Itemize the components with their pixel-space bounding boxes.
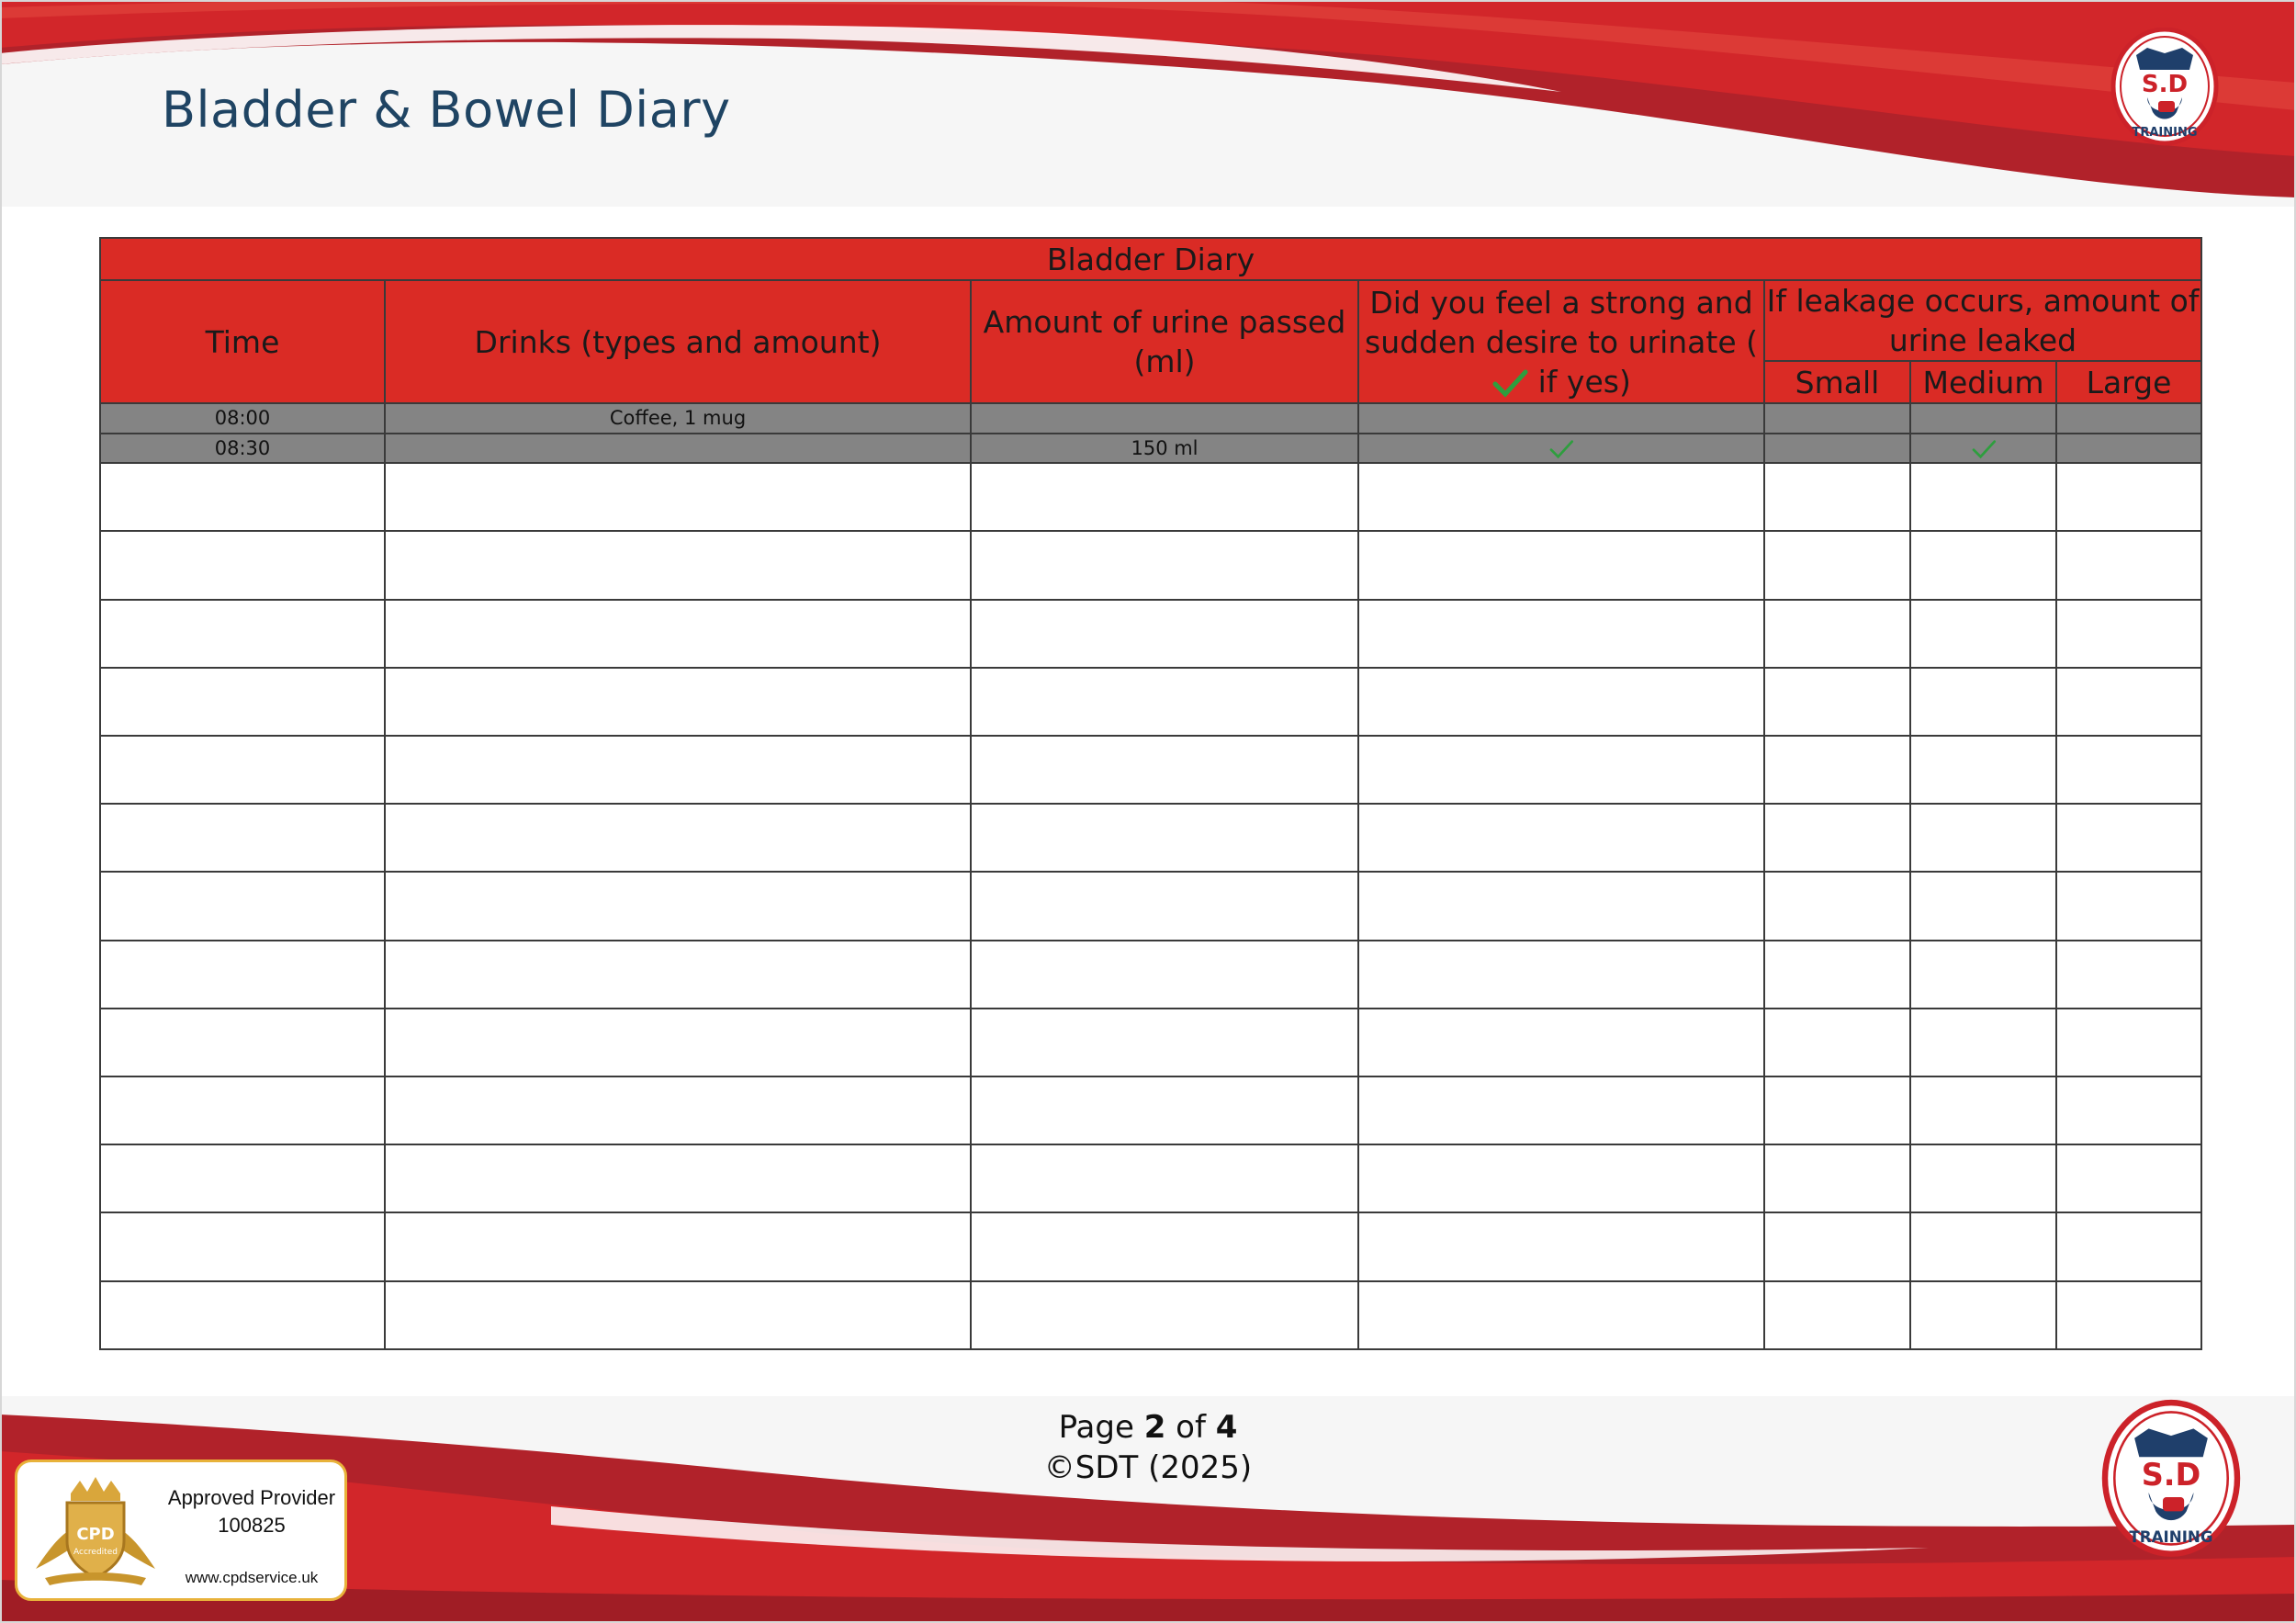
table-row (100, 1281, 2201, 1349)
checkmark-icon (1491, 368, 1528, 398)
cell-urine[interactable] (971, 531, 1358, 599)
cell-drinks[interactable] (385, 736, 971, 804)
cell-urine[interactable] (971, 600, 1358, 668)
cell-drinks[interactable] (385, 941, 971, 1009)
cell-urine[interactable] (971, 1212, 1358, 1280)
checkmark-icon (1548, 439, 1575, 459)
cell-leak-small[interactable] (1764, 736, 1910, 804)
column-header-urine: Amount of urine passed (ml) (971, 280, 1358, 403)
cell-urgency[interactable] (1358, 1144, 1764, 1212)
cell-urine[interactable]: 150 ml (971, 434, 1358, 464)
cell-leak-large[interactable] (2056, 804, 2201, 872)
cell-time[interactable]: 08:30 (100, 434, 385, 464)
cell-leak-medium[interactable] (1910, 668, 2056, 736)
cell-drinks[interactable] (385, 668, 971, 736)
cell-leak-medium[interactable] (1910, 1144, 2056, 1212)
cell-time[interactable] (100, 736, 385, 804)
cell-leak-large[interactable] (2056, 872, 2201, 940)
cell-drinks[interactable] (385, 531, 971, 599)
example-row (100, 403, 2201, 434)
cell-leak-large[interactable] (2056, 1076, 2201, 1144)
cell-leak-small[interactable] (1764, 872, 1910, 940)
column-header-small: Small (1764, 361, 1910, 403)
cell-leak-large[interactable] (2056, 600, 2201, 668)
cell-leak-large[interactable] (2056, 531, 2201, 599)
cell-leak-medium[interactable] (1910, 941, 2056, 1009)
page-number (964, 1409, 1332, 1446)
column-header-large: Large (2056, 361, 2201, 403)
cell-drinks[interactable] (385, 1076, 971, 1144)
cell-leak-medium[interactable] (1910, 531, 2056, 599)
cell-time[interactable] (100, 1144, 385, 1212)
cell-leak-large[interactable] (2056, 1212, 2201, 1280)
cell-time[interactable] (100, 463, 385, 531)
cell-urine[interactable] (971, 668, 1358, 736)
cell-urine[interactable] (971, 872, 1358, 940)
cell-drinks[interactable]: Coffee, 1 mug (385, 403, 971, 434)
cell-leak-large[interactable] (2056, 668, 2201, 736)
cell-urgency[interactable] (1358, 463, 1764, 531)
table-row (100, 804, 2201, 872)
svg-text:TRAINING: TRAINING (2132, 126, 2198, 140)
cell-urgency[interactable] (1358, 1281, 1764, 1349)
checkmark-icon (1970, 439, 1998, 459)
cell-leak-small[interactable] (1764, 434, 1910, 464)
cell-urine[interactable] (971, 1144, 1358, 1212)
cell-leak-medium[interactable] (1910, 1212, 2056, 1280)
cpd-url: www.cpdservice.uk (185, 1569, 319, 1586)
column-header-medium: Medium (1910, 361, 2056, 403)
cell-urgency[interactable] (1358, 668, 1764, 736)
cell-time[interactable] (100, 872, 385, 940)
page-current: 2 (1143, 1409, 1166, 1446)
cell-urine[interactable] (971, 1076, 1358, 1144)
cell-urine[interactable] (971, 463, 1358, 531)
cell-leak-large[interactable] (2056, 941, 2201, 1009)
urgency-label-prefix: Did you feel a strong and sudden desire to urinate ( (1365, 284, 1758, 360)
cell-urgency[interactable] (1358, 941, 1764, 1009)
cell-urgency[interactable] (1358, 1076, 1764, 1144)
cell-drinks[interactable] (385, 1281, 971, 1349)
cpd-badge (15, 1460, 347, 1601)
cpd-approved-label: Approved Provider (167, 1486, 336, 1509)
copyright: ©SDT (2025) (1043, 1449, 1253, 1486)
cell-leak-medium[interactable] (1910, 434, 2056, 464)
svg-text:CPD: CPD (76, 1525, 115, 1544)
table-title: Bladder Diary (100, 238, 2201, 280)
diary-body (100, 403, 2201, 1349)
svg-text:Accredited: Accredited (73, 1548, 118, 1557)
cell-time[interactable] (100, 941, 385, 1009)
cell-leak-medium[interactable] (1910, 1281, 2056, 1349)
cell-leak-medium[interactable] (1910, 872, 2056, 940)
urgency-label-suffix: if yes) (1537, 363, 1631, 400)
cell-leak-small[interactable] (1764, 804, 1910, 872)
cell-leak-medium[interactable] (1910, 736, 2056, 804)
cell-time[interactable]: 08:00 (100, 403, 385, 434)
cell-drinks[interactable] (385, 1144, 971, 1212)
page-of: of (1176, 1409, 1206, 1446)
cell-time[interactable] (100, 804, 385, 872)
cell-urgency[interactable] (1358, 403, 1764, 434)
cell-urgency[interactable] (1358, 804, 1764, 872)
table-row (100, 1212, 2201, 1280)
cell-leak-large[interactable] (2056, 1281, 2201, 1349)
svg-text:S.D: S.D (2141, 71, 2189, 98)
table-row (100, 872, 2201, 940)
column-header-drinks: Drinks (types and amount) (385, 280, 971, 403)
cell-urgency[interactable] (1358, 600, 1764, 668)
sd-training-logo (2110, 28, 2219, 156)
cell-leak-small[interactable] (1764, 1076, 1910, 1144)
cell-urine[interactable] (971, 1281, 1358, 1349)
cell-time[interactable] (100, 600, 385, 668)
cell-leak-small[interactable] (1764, 1281, 1910, 1349)
cell-urine[interactable] (971, 941, 1358, 1009)
table-row (100, 1144, 2201, 1212)
table-row (100, 1076, 2201, 1144)
bladder-diary-table (99, 237, 2202, 1350)
table-row (100, 463, 2201, 531)
table-row (100, 1009, 2201, 1076)
cell-urine[interactable] (971, 1009, 1358, 1076)
cell-urine[interactable] (971, 736, 1358, 804)
cell-time[interactable] (100, 1009, 385, 1076)
cell-leak-medium[interactable] (1910, 463, 2056, 531)
cell-drinks[interactable] (385, 463, 971, 531)
cell-time[interactable] (100, 1076, 385, 1144)
cell-leak-small[interactable] (1764, 1144, 1910, 1212)
cpd-emblem (27, 1468, 164, 1596)
cell-drinks[interactable] (385, 804, 971, 872)
cell-urgency[interactable] (1358, 1212, 1764, 1280)
cell-leak-small[interactable] (1764, 403, 1910, 434)
cell-urgency[interactable] (1358, 872, 1764, 940)
table-row (100, 531, 2201, 599)
cell-urgency[interactable] (1358, 531, 1764, 599)
cell-leak-small[interactable] (1764, 1212, 1910, 1280)
sd-training-logo-footer (2101, 1398, 2241, 1563)
cell-leak-medium[interactable] (1910, 804, 2056, 872)
cell-leak-large[interactable] (2056, 1144, 2201, 1212)
cell-drinks[interactable] (385, 600, 971, 668)
cell-urgency[interactable] (1358, 434, 1764, 464)
cell-leak-small[interactable] (1764, 531, 1910, 599)
cell-time[interactable] (100, 1281, 385, 1349)
cell-leak-medium[interactable] (1910, 1009, 2056, 1076)
cell-leak-small[interactable] (1764, 463, 1910, 531)
cell-leak-medium[interactable] (1910, 1076, 2056, 1144)
cell-time[interactable] (100, 668, 385, 736)
example-row (100, 434, 2201, 464)
table-row (100, 736, 2201, 804)
svg-text:S.D: S.D (2141, 1457, 2201, 1493)
column-header-time: Time (100, 280, 385, 403)
cell-time[interactable] (100, 531, 385, 599)
column-header-urgency (1358, 280, 1764, 403)
table-row (100, 668, 2201, 736)
cell-urine[interactable] (971, 403, 1358, 434)
cell-leak-small[interactable] (1764, 1009, 1910, 1076)
page-label: Page (1058, 1409, 1134, 1446)
cpd-provider-number: 100825 (218, 1514, 286, 1537)
column-header-leakage: If leakage occurs, amount of urine leaked (1764, 280, 2201, 361)
svg-text:TRAINING: TRAINING (2129, 1527, 2213, 1546)
cell-drinks[interactable] (385, 872, 971, 940)
cell-leak-small[interactable] (1764, 941, 1910, 1009)
cell-urgency[interactable] (1358, 1009, 1764, 1076)
cell-leak-small[interactable] (1764, 668, 1910, 736)
cell-leak-large[interactable] (2056, 434, 2201, 464)
cell-leak-medium[interactable] (1910, 403, 2056, 434)
page-total: 4 (1215, 1409, 1238, 1446)
cell-drinks[interactable] (385, 434, 971, 464)
cell-urgency[interactable] (1358, 736, 1764, 804)
cell-leak-small[interactable] (1764, 600, 1910, 668)
cell-leak-medium[interactable] (1910, 600, 2056, 668)
cell-leak-large[interactable] (2056, 463, 2201, 531)
cell-leak-large[interactable] (2056, 403, 2201, 434)
page-title: Bladder & Bowel Diary (162, 81, 731, 139)
cell-urine[interactable] (971, 804, 1358, 872)
cell-drinks[interactable] (385, 1009, 971, 1076)
cell-time[interactable] (100, 1212, 385, 1280)
cell-leak-large[interactable] (2056, 736, 2201, 804)
cell-drinks[interactable] (385, 1212, 971, 1280)
cell-leak-large[interactable] (2056, 1009, 2201, 1076)
table-row (100, 600, 2201, 668)
table-row (100, 941, 2201, 1009)
